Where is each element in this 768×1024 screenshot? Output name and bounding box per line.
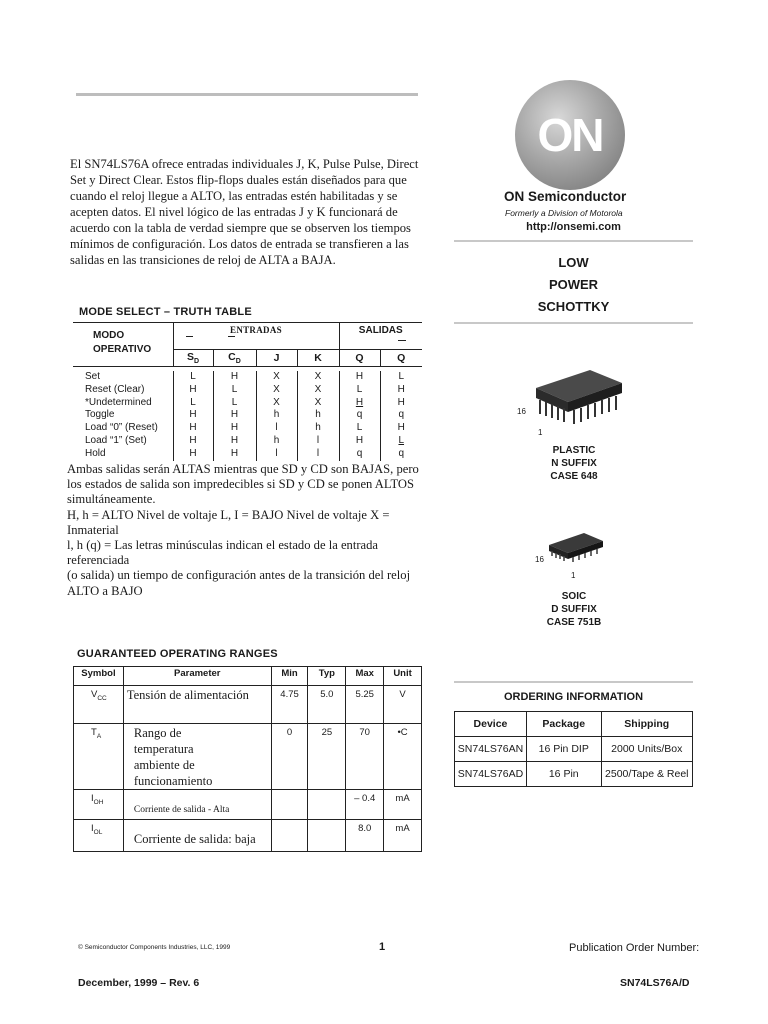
cell: H [173, 448, 213, 461]
cell: X [256, 371, 297, 384]
package-line: CASE 648 [550, 471, 598, 482]
table-row [74, 790, 422, 820]
mode-header [73, 323, 173, 367]
cell: L [339, 384, 380, 397]
col-header: Shipping [601, 712, 692, 737]
cell: H [173, 409, 213, 422]
package-line: CASE 751B [546, 617, 602, 628]
row-label: Load “0” (Reset) [85, 422, 158, 434]
cell: X [297, 371, 339, 384]
dip-pin-16: 16 [517, 407, 526, 416]
col-cd-sub: D [235, 358, 241, 366]
table-row [455, 762, 693, 787]
symbol-sub: A [96, 732, 102, 740]
symbol-cell [74, 724, 124, 790]
truth-table-title: MODE SELECT – TRUTH TABLE [79, 306, 252, 318]
cell: h [297, 409, 339, 422]
col-k: K [297, 350, 339, 367]
typ-cell: 25 [308, 724, 346, 790]
package-line: SOIC [561, 591, 587, 602]
col-header: Typ [308, 667, 346, 686]
cell: H [213, 435, 256, 448]
ordering-table [454, 711, 693, 787]
family-line: LOW [558, 255, 589, 270]
cell: H [173, 384, 213, 397]
cell: H [339, 371, 380, 384]
copyright: © Semiconductor Components Industries, LLC, 1999 [78, 944, 231, 951]
soic-pin-1: 1 [571, 571, 576, 580]
symbol: I [91, 823, 94, 834]
row-label: *Undetermined [85, 396, 152, 408]
cell: X [256, 384, 297, 397]
package-line: D SUFFIX [551, 604, 597, 615]
publication-label: Publication Order Number: [569, 942, 700, 954]
parameter-cell: Tensión de alimentación [123, 686, 271, 724]
table-row [73, 448, 422, 461]
guaranteed-title: GUARANTEED OPERATING RANGES [77, 648, 278, 660]
table-row [73, 397, 422, 410]
cell: L [213, 397, 256, 410]
col-header: Unit [384, 667, 422, 686]
cell: H [213, 409, 256, 422]
cell: H [339, 397, 380, 410]
truth-table-notes [67, 462, 422, 599]
cell: H [339, 435, 380, 448]
row-label: Set [85, 371, 101, 382]
col-sd [173, 350, 213, 367]
brand-url[interactable]: http://onsemi.com [526, 221, 621, 233]
table-row [455, 737, 693, 762]
symbol-cell [74, 686, 124, 724]
table-row [73, 409, 422, 422]
cell: l [297, 435, 339, 448]
cell: H [213, 371, 256, 384]
table-row [73, 422, 422, 435]
symbol: V [91, 689, 98, 700]
table-row [73, 384, 422, 397]
cell: X [297, 384, 339, 397]
family-line: SCHOTTKY [537, 299, 610, 314]
divider [454, 240, 693, 242]
cell: h [297, 422, 339, 435]
brand-name: ON Semiconductor [504, 189, 627, 204]
table-row [73, 435, 422, 448]
shipping-cell: 2500/Tape & Reel [601, 762, 692, 787]
cell: L [173, 397, 213, 410]
dip-pin-1: 1 [538, 428, 543, 437]
col-header: Device [455, 712, 527, 737]
divider [454, 322, 693, 324]
min-cell [271, 820, 308, 852]
unit-cell: mA [384, 790, 422, 820]
max-cell: 8.0 [346, 820, 384, 852]
cell: H [173, 422, 213, 435]
soic-label [524, 590, 624, 629]
min-cell: 0 [271, 724, 308, 790]
cell: L [213, 384, 256, 397]
cell: l [297, 448, 339, 461]
col-header: Parameter [123, 667, 271, 686]
cell: h [256, 409, 297, 422]
cell: H [213, 422, 256, 435]
cell: X [297, 397, 339, 410]
col-header: Symbol [74, 667, 124, 686]
table-row [74, 820, 422, 852]
max-cell: 5.25 [346, 686, 384, 724]
cell: H [173, 435, 213, 448]
unit-cell: V [384, 686, 422, 724]
package-cell: 16 Pin [526, 762, 601, 787]
cell: L [173, 371, 213, 384]
parameter-cell: Corriente de salida - Alta [123, 790, 271, 820]
symbol: T [91, 727, 97, 738]
revision-date: December, 1999 – Rev. 6 [78, 977, 200, 989]
on-logo-text: ON [537, 109, 603, 161]
brand-tagline: Formerly a Division of Motorola [505, 208, 623, 218]
device-cell: SN74LS76AN [455, 737, 527, 762]
max-cell: 70 [346, 724, 384, 790]
page-number: 1 [379, 941, 386, 953]
symbol: I [91, 793, 94, 804]
intro-paragraph: El SN74LS76A ofrece entradas individuales J, K, Pulse Pulse, Direct Set y Direct Clear. Estos flip-flops duales están diseñados para que cuando el reloj llegue a ALTO, las entradas estén habilitadas y se acepten datos. El nivel lógico de las entradas J y K funcionará de acuerdo con la tabla de verdad siempre que se observen los tiempos mínimos de configuración. Los datos de entrada se transfieren a las salidas en las transiciones de reloj de ALTA a BAJA. [70, 157, 419, 267]
table-row [74, 724, 422, 790]
parameter-cell: Corriente de salida: baja [123, 820, 271, 852]
col-cd-label: C [228, 350, 236, 363]
unit-cell: •C [384, 724, 422, 790]
note: H, h = ALTO Nivel de voltaje L, I = BAJO Nivel de voltaje X = Inmaterial [67, 507, 390, 537]
cell: H [380, 397, 422, 410]
divider [454, 681, 693, 683]
typ-cell: 5.0 [308, 686, 346, 724]
unit-cell: mA [384, 820, 422, 852]
cell: h [256, 435, 297, 448]
typ-cell [308, 790, 346, 820]
cell: H [213, 448, 256, 461]
col-header: Min [271, 667, 308, 686]
cell: L [380, 435, 422, 448]
ordering-title: ORDERING INFORMATION [503, 691, 644, 703]
symbol-sub: OH [93, 798, 104, 806]
truth-table [73, 322, 422, 461]
note: (o salida) un tiempo de configuración antes de la transición del reloj ALTO a BAJO [67, 568, 411, 598]
cell: L [339, 422, 380, 435]
cell: X [256, 397, 297, 410]
cell: l [256, 422, 297, 435]
cell: q [380, 409, 422, 422]
outputs-header-label: SALIDAS [358, 325, 403, 336]
package-line: PLASTIC [552, 445, 596, 456]
guaranteed-table [73, 666, 422, 852]
package-line: N SUFFIX [551, 458, 597, 469]
cell: H [380, 422, 422, 435]
table-row [74, 686, 422, 724]
row-label: Hold [85, 447, 106, 459]
col-j: J [256, 350, 297, 367]
symbol-cell [74, 790, 124, 820]
parameter-cell: Rango de temperatura ambiente de funcionamiento [123, 724, 271, 790]
symbol-sub: OL [93, 828, 103, 836]
col-header: Package [526, 712, 601, 737]
note: Ambas salidas serán ALTAS mientras que SD y CD son BAJAS, pero los estados de salida son impredecibles si SD y CD se ponen ALTOS simultáneamente. [67, 462, 419, 507]
cell: H [380, 384, 422, 397]
col-cd [213, 350, 256, 367]
col-sd-sub: D [193, 358, 200, 366]
col-qbar: Q [380, 350, 422, 367]
outputs-header [339, 323, 422, 350]
shipping-cell: 2000 Units/Box [601, 737, 692, 762]
row-label: Load “1” (Set) [85, 434, 147, 446]
symbol-sub: CC [97, 694, 107, 702]
device-cell: SN74LS76AD [455, 762, 527, 787]
col-q: Q [339, 350, 380, 367]
col-sd-label: S [186, 350, 194, 363]
dip-label [524, 444, 624, 483]
max-cell: – 0.4 [346, 790, 384, 820]
row-label: Reset (Clear) [85, 383, 145, 395]
family-line: POWER [548, 277, 599, 292]
soic-package-icon [546, 531, 606, 565]
document-number: SN74LS76A/D [620, 977, 690, 989]
min-cell [271, 790, 308, 820]
cell: l [256, 448, 297, 461]
family-title [454, 252, 693, 318]
typ-cell [308, 820, 346, 852]
cell: q [339, 448, 380, 461]
inputs-header-label: ENTRADAS [230, 325, 282, 335]
inputs-header [173, 323, 339, 350]
mode-header-line1: MODO [93, 330, 125, 341]
min-cell: 4.75 [271, 686, 308, 724]
note: l, h (q) = Las letras minúsculas indican el estado de la entrada referenciada [67, 538, 378, 568]
top-divider [76, 93, 418, 96]
package-cell: 16 Pin DIP [526, 737, 601, 762]
cell: q [380, 448, 422, 461]
mode-header-line2: OPERATIVO [93, 344, 152, 355]
cell: L [380, 371, 422, 384]
soic-pin-16: 16 [535, 555, 544, 564]
symbol-cell [74, 820, 124, 852]
col-header: Max [346, 667, 384, 686]
dip-package-icon [528, 370, 623, 428]
table-row [73, 371, 422, 384]
row-label: Toggle [85, 409, 115, 421]
cell: q [339, 409, 380, 422]
